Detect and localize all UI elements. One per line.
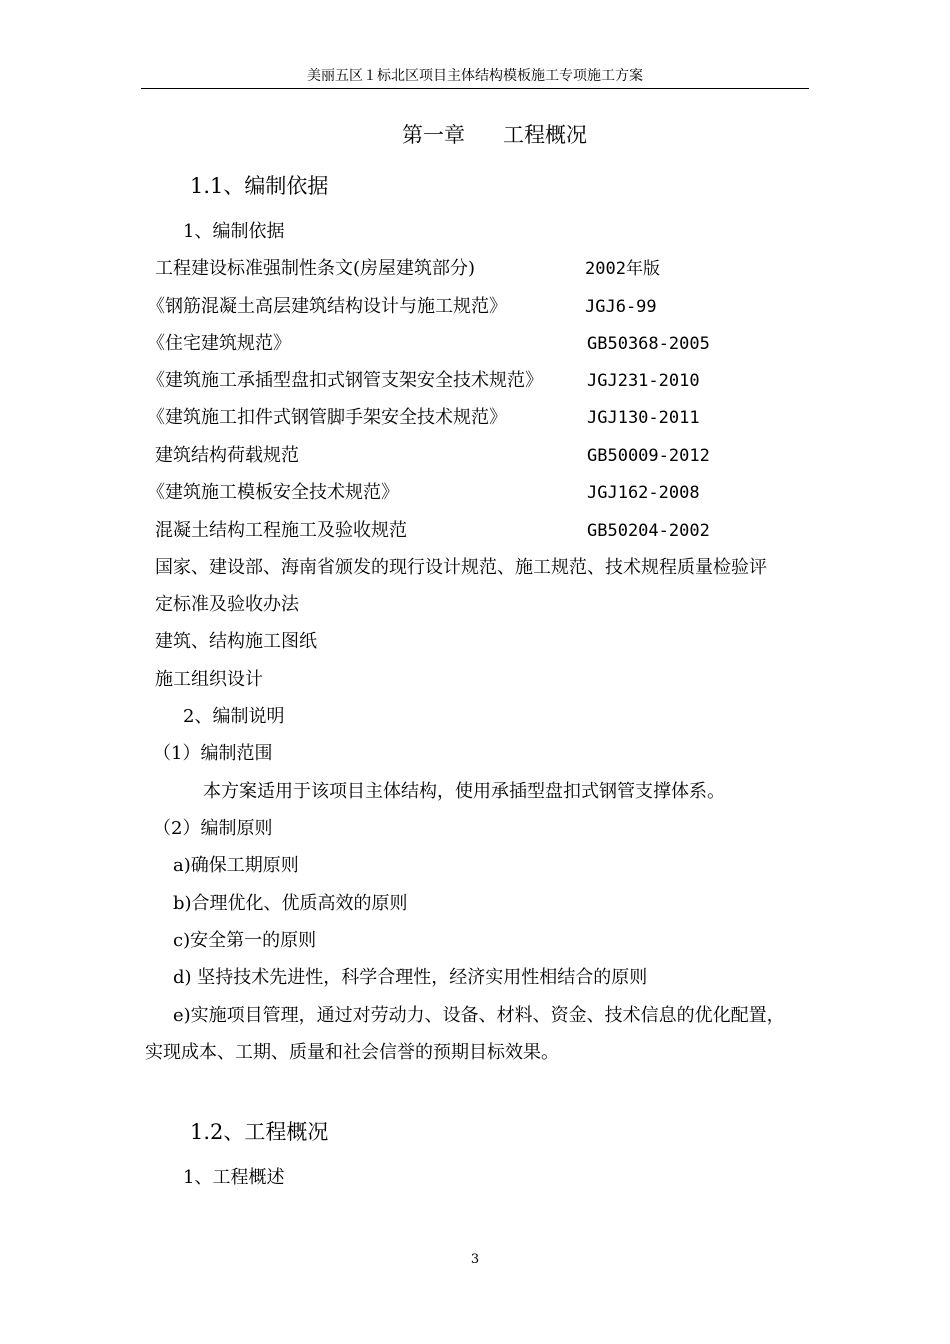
principles-heading: （2）编制原则 <box>153 818 273 839</box>
standard-code: GB50204-2002 <box>587 521 710 541</box>
standard-code: JGJ6-99 <box>585 297 657 317</box>
standard-name: 《钢筋混凝土高层建筑结构设计与施工规范》 <box>147 296 507 317</box>
principle-item: b)合理优化、优质高效的原则 <box>173 893 408 914</box>
principle-item: a)确保工期原则 <box>173 855 299 876</box>
standard-name: 《住宅建筑规范》 <box>147 333 291 354</box>
scope-text: 本方案适用于该项目主体结构，使用承插型盘扣式钢管支撑体系。 <box>203 781 725 802</box>
construction-org-design: 施工组织设计 <box>155 669 263 690</box>
standard-code: GB50009-2012 <box>587 446 710 466</box>
chapter-number: 第一章 <box>402 123 465 147</box>
standard-code: JGJ130-2011 <box>587 408 700 428</box>
basis-heading: 1、编制依据 <box>183 221 285 242</box>
standard-name: 《建筑施工模板安全技术规范》 <box>147 482 399 503</box>
national-standards-line2: 定标准及验收办法 <box>155 594 299 615</box>
overview-heading: 1、工程概述 <box>183 1167 285 1188</box>
explanation-heading: 2、编制说明 <box>183 706 285 727</box>
chapter-title: 工程概况 <box>503 123 587 147</box>
standard-name: 建筑结构荷载规范 <box>155 445 299 466</box>
construction-drawings: 建筑、结构施工图纸 <box>155 631 317 652</box>
national-standards-line1: 国家、建设部、海南省颁发的现行设计规范、施工规范、技术规程质量检验评 <box>155 557 767 578</box>
principle-item: d) 坚持技术先进性，科学合理性，经济实用性相结合的原则 <box>173 967 648 988</box>
standard-name: 工程建设标准强制性条文(房屋建筑部分) <box>155 258 476 279</box>
standard-name: 《建筑施工扣件式钢管脚手架安全技术规范》 <box>147 407 507 428</box>
standard-code: 2002年版 <box>585 259 660 279</box>
section-1-1-title: 1.1、编制依据 <box>190 174 329 198</box>
header-rule <box>141 88 809 89</box>
page-number: 3 <box>470 1252 480 1267</box>
principle-e-line1: e)实施项目管理，通过对劳动力、设备、材料、资金、技术信息的优化配置， <box>173 1005 785 1026</box>
scope-heading: （1）编制范围 <box>153 743 273 764</box>
section-1-2-title: 1.2、工程概况 <box>190 1120 329 1144</box>
standard-code: JGJ162-2008 <box>587 483 700 503</box>
principle-item: c)安全第一的原则 <box>173 930 317 951</box>
standard-code: GB50368-2005 <box>587 334 710 354</box>
principle-e-line2: 实现成本、工期、质量和社会信誉的预期目标效果。 <box>145 1042 559 1063</box>
standard-code: JGJ231-2010 <box>587 371 700 391</box>
standard-name: 《建筑施工承插型盘扣式钢管支架安全技术规范》 <box>147 370 543 391</box>
standard-name: 混凝土结构工程施工及验收规范 <box>155 520 407 541</box>
running-header: 美丽五区１标北区项目主体结构模板施工专项施工方案 <box>307 68 643 84</box>
